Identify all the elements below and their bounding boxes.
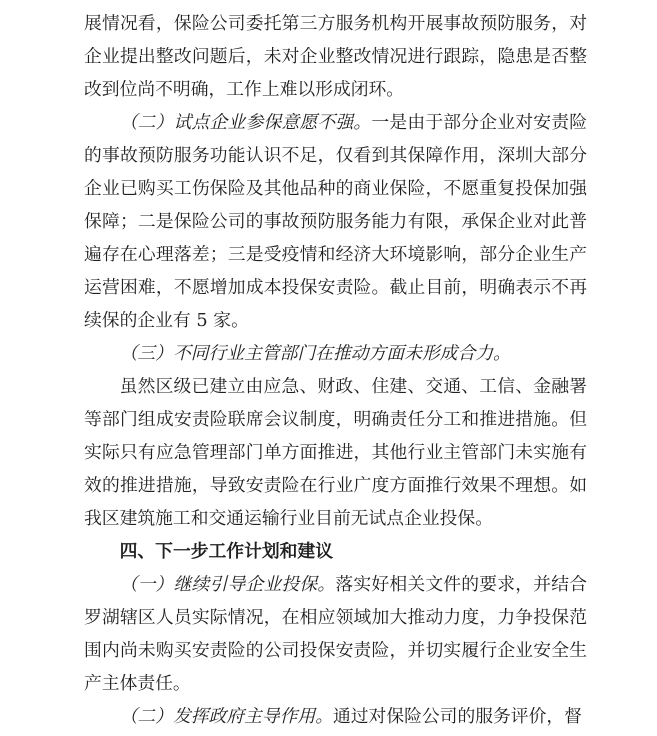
paragraph-text: 一是由于部分企业对安责险的事故预防服务功能认识不足，仅看到其保障作用，深圳大部分企业已购买工伤保险及其他品种的商业保险，不愿重复投保加强保障；二是保险公司的事故预防服务能力有限，承保企业对此普遍存在心理落差；三是受疫情和经济大环境影响，部分企业生产运营困难，不愿增加成本投保安责险。截止目前，明确表示不再续保的企业有 5 家。: [84, 112, 587, 331]
paragraph: [84, 370, 587, 535]
paragraph-text: 展情况看，保险公司委托第三方服务机构开展事故预防服务，对企业提出整改问题后，未对企业整改情况进行跟踪，隐患是否整改到位尚不明确，工作上难以形成闭环。: [84, 13, 587, 100]
section-heading-text: 四、下一步工作计划和建议: [119, 541, 333, 561]
paragraph: [84, 700, 587, 733]
paragraph: [84, 337, 587, 370]
paragraph-lead: （三）不同行业主管部门在推动方面未形成合力。: [119, 343, 511, 364]
paragraph-text: 落实好相关文件的要求，并结合罗湖辖区人员实际情况，在相应领域加大推动力度，力争投保范围内尚未购买安责险的公司投保安责险，并切实履行企业安全生产主体责任。: [84, 574, 587, 694]
document-body: [84, 7, 587, 733]
paragraph: [84, 106, 587, 337]
paragraph-text: 虽然区级已建立由应急、财政、住建、交通、工信、金融署等部门组成安责险联席会议制度，明确责任分工和推进措施。但实际只有应急管理部门单方面推进，其他行业主管部门未实施有效的推进措施，导致安责险在行业广度方面推行效果不理想。如我区建筑施工和交通运输行业目前无试点企业投保。: [84, 376, 587, 529]
paragraph-text: 通过对保险公司的服务评价，督: [332, 706, 582, 727]
paragraph: [84, 7, 587, 106]
section-heading: [84, 535, 587, 568]
paragraph-lead: （二）发挥政府主导作用。: [119, 706, 333, 727]
paragraph: [84, 568, 587, 700]
paragraph-lead: （二）试点企业参保意愿不强。: [119, 112, 372, 133]
paragraph-lead: （一）继续引导企业投保。: [119, 574, 336, 595]
